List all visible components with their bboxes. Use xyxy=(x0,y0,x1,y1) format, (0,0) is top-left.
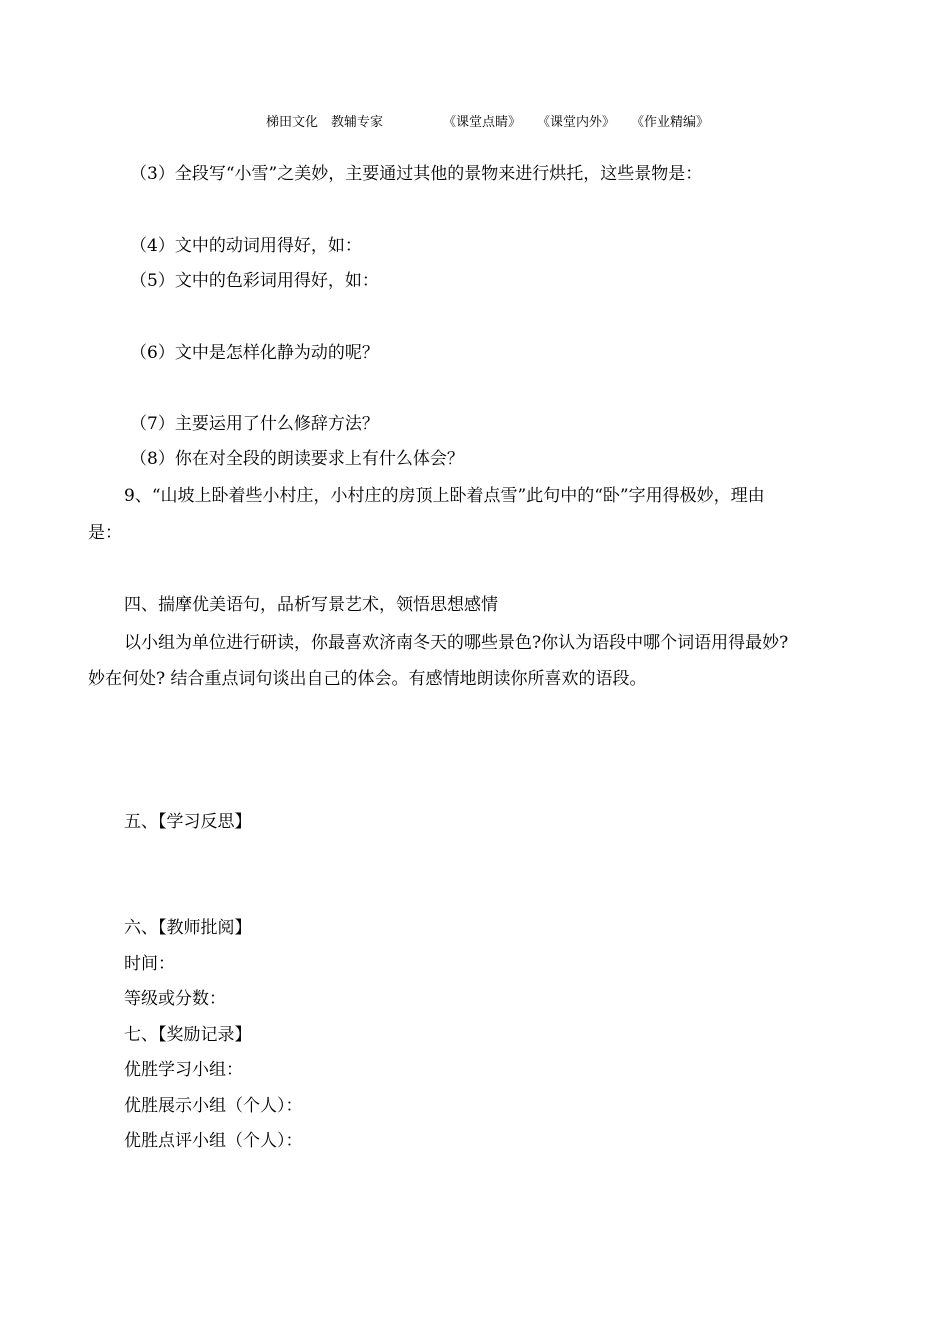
section-6-heading: 六、【教师批阅】 xyxy=(124,918,252,938)
header-book-1: 《课堂点睛》 xyxy=(443,115,522,130)
section-5-heading: 五、【学习反思】 xyxy=(124,812,252,832)
best-study-group: 优胜学习小组： xyxy=(124,1060,243,1080)
page-header xyxy=(0,114,950,204)
question-4: （4）文中的动词用得好，如： xyxy=(130,236,362,256)
section-4-heading: 四、揣摩优美语句，品析写景艺术，领悟思想感情 xyxy=(124,595,498,615)
question-9-line-2: 是： xyxy=(88,523,122,543)
question-9-line-1: 9、“山坡上卧着些小村庄，小村庄的房顶上卧着点雪”此句中的“卧”字用得极妙，理由 xyxy=(124,486,765,506)
best-show-group: 优胜展示小组（个人）： xyxy=(124,1096,303,1116)
question-3: （3）全段写“小雪”之美妙，主要通过其他的景物来进行烘托，这些景物是： xyxy=(130,164,703,184)
teacher-review-time: 时间： xyxy=(124,954,175,974)
header-book-3: 《作业精编》 xyxy=(631,115,710,130)
question-6: （6）文中是怎样化静为动的呢？ xyxy=(130,343,379,363)
header-brand: 梯田文化 教辅专家 xyxy=(266,115,384,130)
best-review-group: 优胜点评小组（个人）： xyxy=(124,1131,303,1151)
section-4-body-line-1: 以小组为单位进行研读，你最喜欢济南冬天的哪些景色?你认为语段中哪个词语用得最妙? xyxy=(124,633,789,653)
question-5: （5）文中的色彩词用得好，如： xyxy=(130,271,379,291)
header-book-2: 《课堂内外》 xyxy=(537,115,616,130)
question-7: （7）主要运用了什么修辞方法？ xyxy=(130,414,379,434)
section-4-body-line-2: 妙在何处? 结合重点词句谈出自己的体会。有感情地朗读你所喜欢的语段。 xyxy=(88,669,647,689)
teacher-review-grade: 等级或分数： xyxy=(124,989,226,1009)
question-8: （8）你在对全段的朗读要求上有什么体会？ xyxy=(130,449,464,469)
section-7-heading: 七、【奖励记录】 xyxy=(124,1025,252,1045)
